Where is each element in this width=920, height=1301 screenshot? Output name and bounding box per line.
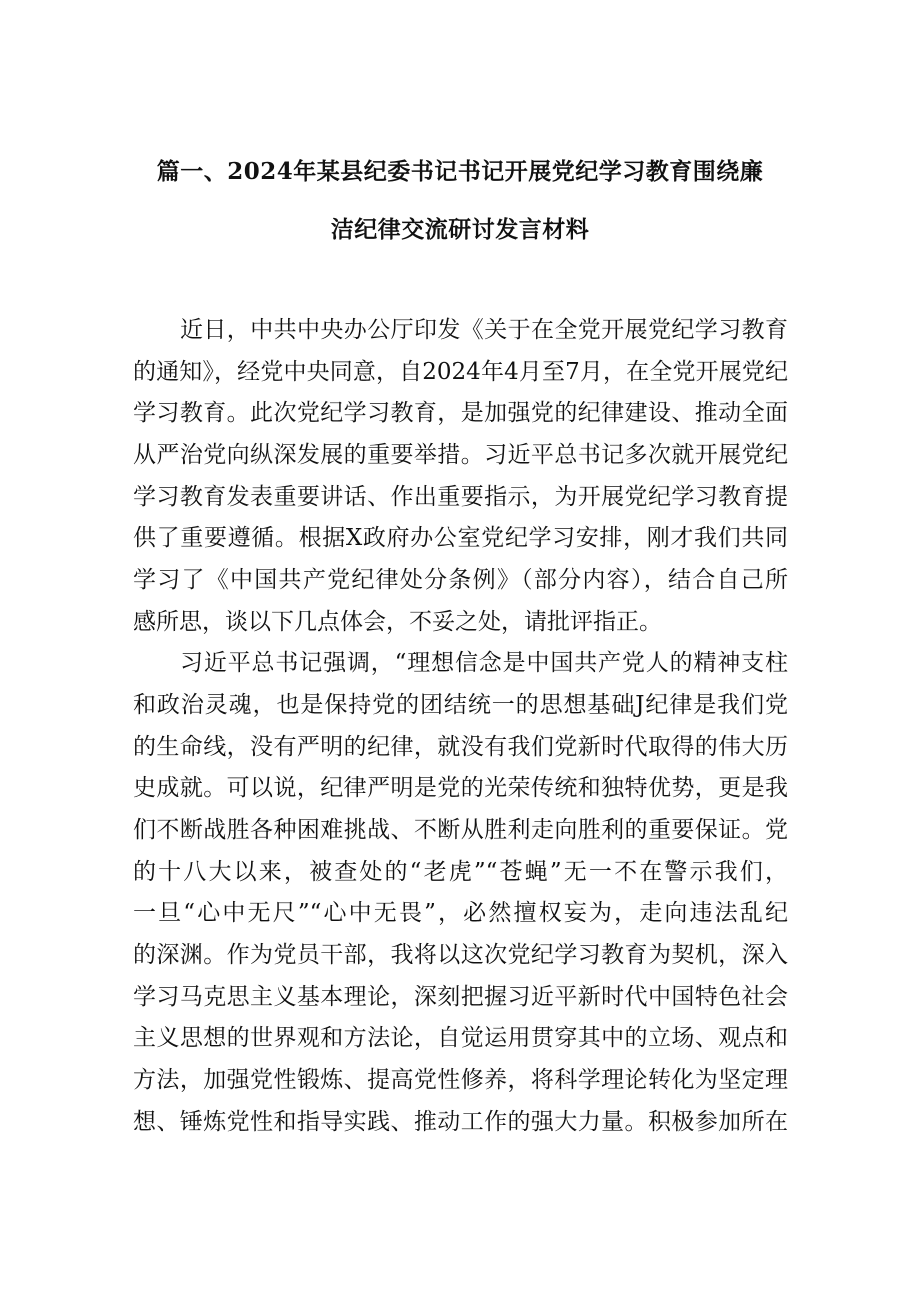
paragraph-1-line: 感所思，谈以下几点体会，不妥之处，请批评指正。 (133, 609, 662, 635)
paragraph-2-line: 习近平总书记强调，“理想信念是中国共产党人的精神支柱 (180, 650, 788, 676)
paragraph-1-line: 学习了《中国共产党纪律处分条例》（部分内容），结合自己所 (133, 567, 788, 593)
paragraph-1-line: 供了重要遵循。根据X政府办公室党纪学习安排，刚才我们共同 (133, 525, 788, 551)
paragraph-2-line: 的生命线，没有严明的纪律，就没有我们党新时代取得的伟大历 (133, 734, 788, 760)
paragraph-2-line: 方法，加强党性锻炼、提高党性修养，将科学理论转化为坚定理 (133, 1067, 788, 1093)
paragraph-2-line: 们不断战胜各种困难挑战、不断从胜利走向胜利的重要保证。党 (133, 817, 788, 843)
document-title-line-1: 篇一、2024年某县纪委书记书记开展党纪学习教育围绕廉 (156, 158, 764, 185)
paragraph-1-line: 学习教育。此次党纪学习教育，是加强党的纪律建设、推动全面 (133, 400, 788, 426)
document-title-line-2: 洁纪律交流研讨发言材料 (330, 216, 590, 243)
paragraph-2-line: 和政治灵魂，也是保持党的团结统一的思想基础J纪律是我们党 (133, 692, 788, 718)
paragraph-1-line: 从严治党向纵深发展的重要举措。习近平总书记多次就开展党纪 (133, 442, 788, 468)
paragraph-2-line: 的十八大以来，被查处的“老虎”“苍蝇”无一不在警示我们， (133, 859, 788, 885)
paragraph-2-line: 想、锤炼党性和指导实践、推动工作的强大力量。积极参加所在 (133, 1109, 788, 1135)
paragraph-2-line: 一旦“心中无尺”“心中无畏”，必然擅权妄为，走向违法乱纪 (133, 900, 788, 926)
paragraph-1-line: 的通知》，经党中央同意，自2024年4月至7月，在全党开展党纪 (133, 359, 788, 385)
paragraph-2-line: 的深渊。作为党员干部，我将以这次党纪学习教育为契机，深入 (133, 942, 788, 968)
paragraph-2-line: 史成就。可以说，纪律严明是党的光荣传统和独特优势，更是我 (133, 775, 788, 801)
paragraph-2-line: 学习马克思主义基本理论，深刻把握习近平新时代中国特色社会 (133, 984, 788, 1010)
paragraph-2-line: 主义思想的世界观和方法论，自觉运用贯穿其中的立场、观点和 (133, 1025, 788, 1051)
paragraph-1-line: 学习教育发表重要讲话、作出重要指示，为开展党纪学习教育提 (133, 484, 788, 510)
paragraph-1-line: 近日，中共中央办公厅印发《关于在全党开展党纪学习教育 (180, 317, 788, 343)
